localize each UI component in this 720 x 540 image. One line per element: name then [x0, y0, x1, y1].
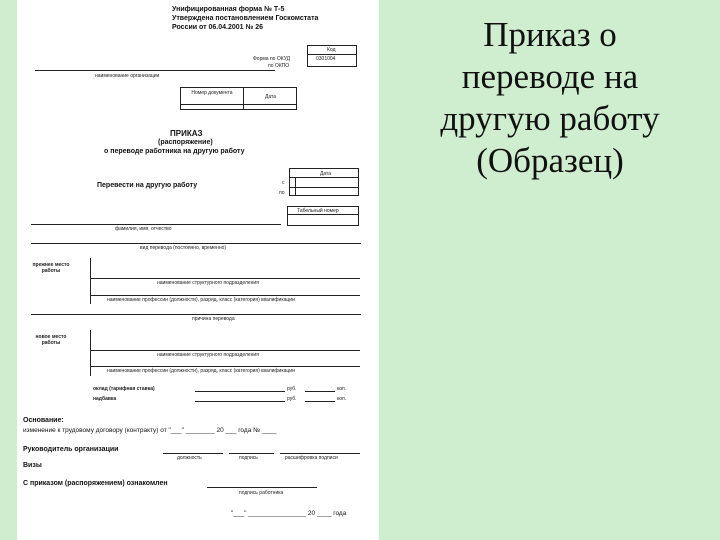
org-line	[35, 70, 275, 71]
code-box-divider	[307, 54, 357, 55]
fio-caption: фамилия, имя, отчество	[115, 226, 172, 232]
head-name-line	[280, 453, 360, 454]
date-label: Дата	[265, 94, 277, 100]
okpo-label: по ОКПО	[268, 63, 290, 69]
new-dept-caption: наименование структурного подразделения	[157, 352, 259, 358]
order-subtitle: (распоряжение)	[158, 139, 213, 146]
transfer-label: Перевести на другую работу	[97, 182, 198, 189]
prev-dept-line	[90, 278, 360, 279]
bonus-kop-line	[305, 401, 335, 402]
head-sign-line	[229, 453, 274, 454]
head-position-caption: должность	[177, 455, 202, 461]
salary-kop-line	[305, 391, 335, 392]
reason-line	[31, 314, 361, 315]
from-label: с	[282, 180, 285, 186]
salary-label: оклад (тарифная ставка)	[93, 386, 155, 392]
basis-label: Основание:	[23, 417, 64, 424]
slide-title-line-2: переводе на	[461, 57, 639, 96]
prev-place-bracket	[90, 258, 91, 304]
org-caption: наименование организации	[95, 73, 160, 79]
new-position-line	[90, 366, 360, 367]
salary-rub-label: руб.	[287, 386, 297, 392]
tab-number-divider	[287, 214, 359, 215]
okud-label: Форма по ОКУД	[253, 56, 291, 62]
transfer-type-caption: вид перевода (постоянно, временно)	[140, 245, 227, 251]
slide-title-line-4: (Образец)	[476, 141, 624, 180]
date-bottom: "___" ________________ 20 ____ года	[231, 510, 347, 517]
period-date-label: Дата	[320, 171, 332, 177]
bonus-rub-label: руб.	[287, 396, 297, 402]
bonus-rub-line	[195, 401, 285, 402]
new-position-caption: наименование профессии (должности), разряд, класс (категория) квалификации	[107, 368, 295, 374]
period-row-line-2	[289, 187, 359, 188]
form-name: Унифицированная форма № Т-5	[172, 6, 285, 13]
period-row-line-1	[289, 177, 359, 178]
code-label: Код	[327, 47, 336, 53]
salary-kop-label: коп.	[337, 386, 347, 392]
okud-code: 0301004	[316, 56, 336, 62]
doc-table-divider	[243, 87, 244, 110]
order-form-image	[17, 0, 379, 540]
slide-title-line-3: другую работу	[440, 99, 660, 138]
order-about: о переводе работника на другую работу	[104, 148, 245, 155]
head-name-caption: расшифровка подписи	[285, 455, 338, 461]
head-label: Руководитель организации	[23, 446, 119, 453]
head-sign-caption: подпись	[239, 455, 258, 461]
fio-line	[31, 224, 281, 225]
form-approved: Утверждена постановлением Госкомстата	[172, 15, 319, 22]
doc-table-row-line	[180, 104, 297, 105]
new-dept-line	[90, 350, 360, 351]
slide-title-line-1: Приказ о	[483, 15, 617, 54]
doc-number-label: Номер документа	[191, 90, 233, 96]
tab-number-label: Табельный номер	[297, 208, 339, 214]
salary-rub-line	[195, 391, 285, 392]
form-approved-date: России от 06.04.2001 № 26	[172, 24, 264, 31]
slide-title	[380, 14, 720, 182]
order-title: ПРИКАЗ	[170, 129, 203, 138]
transfer-type-line	[31, 243, 361, 244]
prev-position-caption: наименование профессии (должности), разряд, класс (категория) квалификации	[107, 297, 295, 303]
new-place-bracket	[90, 330, 91, 376]
bonus-label: надбавка	[93, 396, 117, 402]
acquainted-label: С приказом (распоряжением) ознакомлен	[23, 480, 168, 487]
head-position-line	[163, 453, 223, 454]
prev-place-label: прежнее место работы	[32, 262, 70, 274]
to-label: по	[279, 190, 285, 196]
prev-position-line	[90, 295, 360, 296]
new-place-label: новое место работы	[35, 334, 67, 346]
contract-change: изменение к трудовому договору (контракту) от "___" ________ 20 ___ года № ____	[23, 427, 277, 434]
prev-dept-caption: наименование структурного подразделения	[157, 280, 259, 286]
employee-sign-line	[207, 487, 317, 488]
visas-label: Визы	[23, 462, 42, 469]
employee-sign-caption: подпись работника	[239, 490, 284, 496]
reason-caption: причина перевода	[192, 316, 235, 322]
bonus-kop-label: коп.	[337, 396, 347, 402]
